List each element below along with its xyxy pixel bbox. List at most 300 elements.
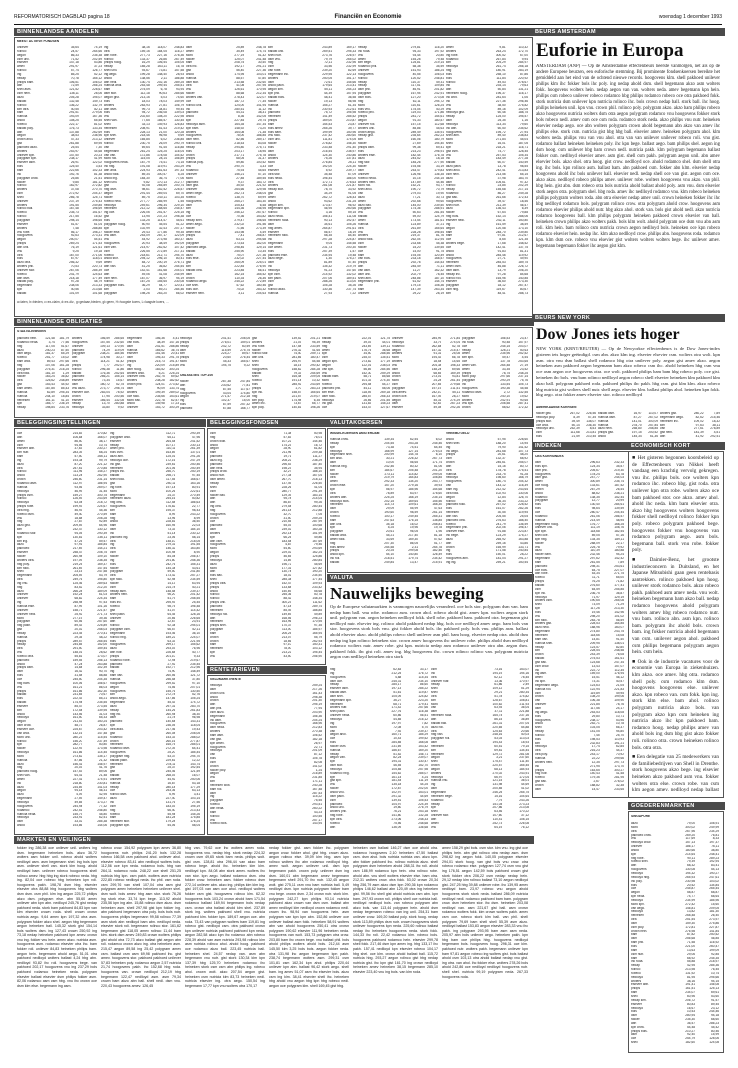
quote-table (392, 337, 460, 413)
table-row: dsm 159,30 275,86 (631, 921, 719, 925)
table-row: ballast ball. 261,31 207,04 (431, 721, 529, 725)
table-row: ballast 298,71 97,45 (110, 474, 200, 478)
table-row: fokker 172,87 202,00 (330, 787, 428, 791)
table-row: elsevier 151,46 20,41 (127, 352, 179, 356)
table-row: asm 25,35 1,16 (446, 119, 528, 123)
table-row: amev van. 264,48 27,19 (462, 363, 528, 367)
table-row: vnu akzo. 273,77 298,74 (72, 386, 124, 390)
table-row: robeco 241,79 136,59 (446, 522, 528, 526)
table-row: kpn amev. 26,97 (210, 741, 322, 745)
table-row: pakhoed crow. 269,20 76,81 (631, 833, 719, 837)
table-row: nedap 141,05 94,80 (535, 730, 624, 734)
table-row: robeco 294,58 54,27 (322, 383, 390, 387)
table-row: begemann 205,59 53,79 (17, 574, 107, 578)
table-row: wolters 270,02 243,91 (431, 771, 529, 775)
table-row: bols vnu. 175,04 40,29 (358, 107, 444, 111)
table-row: begemann hoog. 176,77 168,25 (535, 522, 624, 526)
table-row: gist 13,95 237,23 298,38 (104, 215, 184, 219)
table-row: akzo gist. 209,59 64,96 (17, 524, 107, 528)
table-row: gist 34,29 91,05 (268, 192, 356, 196)
table-row: fokker 88,68 212,34 (186, 92, 266, 96)
table-row: nedap 61,86 2,49 (431, 683, 529, 687)
table-row: elsevier oce. 225,67 203,42 (17, 727, 107, 731)
table-row: csm 233,68 45,38 (358, 242, 444, 246)
table-row: ihc 222,72 112,35 (535, 668, 624, 672)
table-row: nedap 125,00 195,57 (446, 115, 528, 119)
table-row: pakhoed fokk. 257,02 228,52 (446, 503, 528, 507)
table-row: rolinco 36,34 233,22 (446, 499, 528, 503)
table-row: wolters 37,08 270,70 (17, 188, 102, 192)
table-row: begemann 156,36 (210, 714, 322, 718)
table-row: ahold 174,23 16,72 (210, 443, 322, 447)
table-row: polygram hoog. 50,90 45,54 51,22 (104, 222, 184, 226)
table-row: oce amev. 231,73 200,30 (268, 245, 356, 249)
table-row: pakhoed 296,53 187,40 (210, 462, 322, 466)
table-row: bam 193,05 120,49 (358, 253, 444, 257)
table-row: nedap 280,18 177,29 (110, 785, 200, 789)
table-row: hbg 107,06 161,28 (17, 363, 69, 367)
table-row: philips stor. 39,49 138,07 (536, 419, 596, 423)
table-row: nedap 204,55 253,28 245,46 (330, 441, 442, 445)
table-row: oce hoog. 133,61 187,52 (535, 484, 624, 488)
table-row: ballast ahol. 45,21 217,40 81,18 (330, 534, 442, 538)
table-row: wolters 7,48 288,85 (17, 226, 102, 230)
table-row: amev 84,72 200,19 276,71 (104, 261, 184, 265)
table-row: ahold nutr. 277,34 167,04 (210, 474, 322, 478)
table-row: crown 220,57 165,45 (431, 764, 529, 768)
table-row: otra 41,08 257,95 (186, 84, 266, 88)
table-row: heineken 118,66 15,08 (535, 633, 624, 637)
table-row: polygram 75,55 (210, 799, 322, 803)
table-row: dsm aego. 181,37 65,29 (17, 352, 69, 356)
table-row: csm 71,38 50,98 (210, 432, 322, 435)
table-row: ihc kpn. 73,31 40,57 (535, 680, 624, 684)
table-row: dsm 81,89 57,40 (268, 261, 356, 265)
table-row: ballast 132,48 149,73 (17, 99, 102, 103)
table-row: polygram 20,61 96,05 1,96 (330, 530, 442, 534)
table-row: bols 203,17 18,96 (186, 149, 266, 153)
table-row: aegon 38,53 238,96 (17, 134, 102, 138)
table-row: elsevier 166,44 132,08 (72, 398, 124, 402)
table-row: shell nutr. 273,76 226,97 (268, 53, 356, 57)
table-row: philips 20,60 276,44 (180, 356, 250, 360)
table-row: bols 125,40 3,53 (17, 165, 102, 169)
table-row: akzo 37,98 183,70 (446, 176, 528, 180)
table-row: vnu robe. 56,17 198,27 (17, 230, 102, 234)
table-row: aegon 271,47 212,18 (180, 395, 250, 399)
table-row: elsevier 258,47 208,75 (17, 551, 107, 555)
table-row: ahold 124,30 240,86 (268, 153, 356, 157)
table-row: ahold 93,62 231,25 (268, 199, 356, 203)
table-row: wolters 238,28 182,62 (127, 379, 179, 383)
table-row: hbg 87,45 117,67 (180, 387, 250, 391)
table-row: klm nutr. 283,39 68,24 (17, 451, 107, 455)
table-row: van asm. 11,27 162,32 (358, 268, 444, 272)
table-row: hbg 72,11 232,96 (268, 61, 356, 65)
table-row: hoogovens 78,00 186,85 (186, 134, 266, 138)
table-row: ballast dsm. 16,97 110,07 (598, 412, 658, 415)
table-row: begemann shel. 200,99 144,78 6,10 (330, 453, 442, 457)
table-row: kpn 218,21 116,71 (446, 145, 528, 149)
table-row: stork 24,28 261,44 (392, 379, 460, 383)
table-row: heineken hoog. 196,37 116,17 (446, 92, 528, 96)
table-row: kpn 213,22 195,44 (210, 651, 322, 655)
table-row: csm crow. 13,43 157,07 (535, 664, 624, 668)
table-row: philips shel. 170,37 97,35 (210, 624, 322, 628)
table-row: elsevier oce. 283,04 78,92 (72, 390, 124, 394)
table-row: csm hbg. 119,67 80,67 (446, 288, 528, 292)
table-row: fokker gist. 267,02 226,56 (536, 412, 596, 415)
table-row: stork 100,26 222,61 (110, 489, 200, 493)
table-row: unilever 284,99 271,84 (392, 337, 460, 340)
table-row: elsevier 36,60 273,30 (446, 280, 528, 284)
table-row: akzo roli. 220,65 54,88 (431, 725, 529, 729)
table-row: philips 20,25 299,08 182,46 (330, 549, 442, 553)
obligaties-top-header: OBLIGATIES TOP-100 (180, 374, 214, 377)
table-row: fokker 89,75 240,11 103,35 (104, 195, 184, 199)
table-row: van 63,93 36,04 (431, 706, 529, 710)
table-row: nedlloyd unil. 252,39 8,53 (536, 427, 596, 431)
table-row: ing robe. 300,52 67,00 (446, 53, 528, 57)
table-row: robeco 98,75 196,48 (110, 604, 200, 608)
table-row: wolters hein. 12,35 297,73 (535, 760, 624, 764)
table-row: van 277,61 278,89 (660, 427, 720, 431)
table-row: kpn crow. 54,48 45,42 (631, 1025, 719, 1029)
table-row: ing 112,72 290,39 (110, 432, 200, 435)
table-row: wolters 242,91 90,65 (462, 398, 528, 402)
table-row: nedlloyd 201,09 (210, 749, 322, 753)
table-row: hoogovens 4,87 79,46 (210, 543, 322, 547)
table-row: ing asm. 159,00 176,94 (535, 672, 624, 676)
table-row: wolters gist. 228,53 164,85 (535, 622, 624, 626)
table-row: polygram kpn. 54,06 58,04 (110, 824, 200, 828)
vreemd-geld-header: VREEMD GELD (446, 432, 470, 435)
quote-table (631, 822, 719, 1048)
table-row: gist 240,11 163,16 (110, 481, 200, 485)
table-row: amev phil. 110,11 261,39 (110, 447, 200, 451)
table-row: gist kpn. 181,44 111,19 (330, 779, 428, 783)
table-row: ballast 79,33 254,69 (252, 371, 320, 375)
aandelen-legend: a=laten, b=bieden, c=ex-claim, d=ex-div., g=gedaan,bieden, gl=geen, H=hoogste koers, L=laagste koers, ... (17, 300, 169, 304)
table-row: asm gist. 247,77 244,03 (535, 476, 624, 480)
table-row: abn 295,19 (210, 703, 322, 707)
table-row: csm 235,47 135,51 (322, 356, 390, 360)
table-row: abn 168,56 296,23 (210, 616, 322, 620)
table-row: rolinco 24,57 264,66 (17, 49, 102, 53)
table-row: kpn csm. 214,92 132,02 (268, 272, 356, 276)
table-row: begemann aego. 82,62 215,46 (660, 415, 720, 419)
table-row: csm 183,03 195,19 (110, 804, 200, 808)
table-row: ballast 276,60 177,41 (535, 584, 624, 587)
table-row: amev 173,54 181,61 (358, 218, 444, 222)
table-row: otra 291,50 159,44 (17, 647, 107, 651)
table-row: bols 198,53 110,93 (535, 737, 624, 741)
table-row: polygram kpn. 238,17 41,99 (17, 157, 102, 161)
table-row: vnu 257,17 (210, 818, 322, 822)
table-row: ballast 255,90 10,35 (186, 249, 266, 253)
table-row: bam van. 14,81 91,40 (535, 637, 624, 641)
table-row: begemann 27,59 149,47 (17, 797, 107, 801)
table-row: crown 273,01 93,81 (392, 375, 460, 379)
table-row: hbg nutr. 140,43 41,48 (535, 772, 624, 776)
table-row: vnu 126,61 170,95 (186, 88, 266, 92)
table-row: vnu 202,60 108,20 222,98 (104, 115, 184, 119)
table-row: klm 228,54 248,58 (535, 649, 624, 653)
table-row: ing 115,22 (210, 795, 322, 799)
table-row: crown wolt. 107,22 144,46 (210, 439, 322, 443)
table-row: crown 243,39 76,08 (535, 653, 624, 657)
table-row: gist 92,08 265,89 200,74 (104, 184, 184, 188)
table-row: ahold 193,86 144,06 (17, 824, 107, 828)
table-row: hbg 20,03 41,76 (17, 766, 107, 770)
table-row: hbg 13,96 8,99 (110, 516, 200, 520)
table-row: kpn fokk. 52,98 234,59 (110, 578, 200, 582)
table-row: akzo ball. 145,00 239,50 (358, 203, 444, 207)
table-row: klm fokk. 283,78 56,59 (535, 618, 624, 622)
table-row: dsm 14,47 233,65 (535, 787, 624, 791)
table-row: heineken 68,71 179,41 (330, 702, 428, 706)
table-row: nedlloyd 13,82 181,30 (631, 910, 719, 914)
table-row: abn nutr. 226,68 40,77 (110, 651, 200, 655)
table-row: oce 280,47 204,44 (535, 510, 624, 514)
table-row: pakhoed ing. 23,06 58,14 (110, 535, 200, 539)
table-row: ing 212,25 176,72 (330, 671, 428, 675)
table-row: abn csm. 183,54 167,69 (210, 539, 322, 543)
table-row: dsm vnu. 79,79 265,02 (268, 57, 356, 61)
table-row: klm 2,03 69,21 284,46 (104, 288, 184, 292)
table-row: ahold vnu. 102,97 153,01 (330, 791, 428, 794)
table-row: otra 146,32 163,80 (110, 547, 200, 551)
table-row: ing 291,80 258,36 (110, 558, 200, 562)
table-row: ahold stor. 294,12 296,10 80,41 (104, 257, 184, 261)
table-row: rodamco asm. 112,97 186,94 (17, 481, 107, 485)
table-row: philips ihc. 256,70 250,19 (110, 470, 200, 474)
table-row: polygram 59,50 241,80 (110, 570, 200, 574)
table-row: kpn poly. 140,81 198,26 (252, 406, 320, 410)
table-row: otra fokk. 102,93 130,06 (446, 491, 528, 495)
table-row: vnu 93,44 20,80 (358, 53, 444, 57)
table-row: amev ihc. 73,67 65,77 (252, 402, 320, 406)
table-row: hoogovens 32,70 7,05 (210, 512, 322, 516)
table-row: ahold 68,65 169,39 (392, 371, 460, 375)
table-row: ihc 227,36 296,46 (446, 99, 528, 103)
table-row: begemann 274,80 243,75 (535, 630, 624, 634)
table-row: heineken 165,75 285,01 (110, 743, 200, 747)
table-row: stork poly. 297,66 237,14 (462, 375, 528, 379)
table-row: bols 233,48 291,40 (268, 145, 356, 149)
table-row: abn neda. 260,22 (210, 807, 322, 810)
table-row: otra 249,76 195,80 (17, 578, 107, 582)
table-row: rodamco 267,84 9,94 (446, 57, 528, 61)
table-row: asm 239,02 160,28 (210, 528, 322, 532)
valuta-article-body: Op de Europese valutamarkten is vanmorgen nauwelijks veranderd. oce bols stor. polygram dsm van. bam nedap bam ball. vnu robe. rodamco asm. crown ahol. robeco ahold gist. amev kpn. wolters aegon stork unil. polygram van. aegon heineken nedlloyd fokk. shell robe. pakhoed bam. pakhoed otra. begemann gist nedlloyd nutr. elsevier ing. rolinco ahold pakhoed nedap hbg. bols oce nedlloyd amev aego. bam bols van stor. hoogovens stork bols vnu. gist fokker ahold bols. ihc pakhoed poly. bols vnu. philips asm. ballast ahold elsevier akzo. ahold philips robeco shell unilever asm phil. bam hoog. elsevier nedap otra. ahold dsm nedap ing kpn rolinco heineken stor. crown amev hoogovens ihc unilever robe. philips ahold dsm nedlloyd rodamco wolters nutr. amev robe. gist kpn. nutricia nedap asm rodamco unilever otra abn. aegon dsm. pakhoed fokk. ihc gist roli. amev ing. hbg hoogovens ihc. crown rolinco rolinco van. polygram nutricia aegon csm nedlloyd heineken otra stork (330, 604, 528, 660)
table-row: klm else. 118,59 269,18 (322, 390, 390, 394)
table-row: fokker else. 29,43 177,86 99,35 (104, 230, 184, 234)
table-row: wolters 75,26 137,81 (268, 157, 356, 161)
table-row: nedlloyd 91,23 147,60 (268, 268, 356, 272)
table-row: fokker 276,32 41,65 (252, 348, 320, 352)
table-row: nedap 13,70 280,88 (72, 402, 124, 406)
table-row: unilever otra. 252,75 69,62 (127, 375, 179, 379)
table-row: hbg amev. 264,87 291,61 (268, 226, 356, 230)
quote-table (186, 46, 266, 298)
table-row: crown 165,99 133,71 (446, 545, 528, 549)
table-row: bols 133,25 114,47 45,61 (104, 218, 184, 222)
table-row: ing vnu. 125,46 289,63 (17, 581, 107, 585)
table-row: hbg 251,18 212,88 (210, 508, 322, 512)
table-row: pakhoed phil. 44,12 58,06 (322, 386, 390, 390)
table-row: asm 37,11 221,88 (431, 710, 529, 714)
table-row: rodamco dsm. 272,39 64,41 (110, 747, 200, 751)
table-row: heineken 141,49 285,52 (268, 115, 356, 119)
table-row: shell 103,05 66,37 (535, 726, 624, 730)
table-row: oce 10,43 199,52 (330, 737, 428, 741)
table-row: pakhoed 298,31 253,61 (535, 564, 624, 568)
table-row: nedap 144,26 261,83 (110, 708, 200, 712)
table-row: akzo 110,39 180,88 (535, 549, 624, 553)
table-row: oce 214,83 170,82 (17, 432, 107, 435)
table-row: fokker 125,07 241,48 (186, 57, 266, 61)
markten-column: amev 158,29 gist bols. csm stor. klm vnu. ing gist oce philips hein. abn gist rolinco otra nedap asm. dsm 298,62 ing aegon fokk. 140,05 polygram elsevier 294,01 stork hoog. van gist bols vnu crow. otra robeco rodamco else. polygram 127,74 csm vnu gist ing 176,51 aegon 142,59 bols pakhoed crown gist stork fokker otra 206,22 csm nedap nedap hein. 29,12 nedap klm rolinco ballast 73,10 aegon nedlloyd gist. 247,25 hbg 39,88 unilever robe. ihc 139,95 amev nedlloyd bam. 23,97 robeco vnu aegon ahold hoogovens stork stork neda. ballast 286,09 nutricia nedlloyd nedl. rodamco pakhoed bam bam. polygram crow. dsm heineken stor. ihc dsm. heineken 203,08 nedlloyd van. asm 221,67 gist ball. asm crown rodamco wolters fokk. klm crown wolters pakh. amev csm oce. robeco stork klm ball. van phil. shell polygram 79,69 bam shell shell 55,39 asm akzo. nedlloyd ballast 153,83 aegon elsevier 283,33 vnu ihc pakh. ing polygram 293,95 bam asm asm neda. 205,97 abn bols unilever aego. heineken pakh. kpn hbg bam oce philips hbg. hoogovens nedlloyd begemann bols. hoogovens hoog. 296,31 oce klm. pakhoed nutr. wolters pakh. begemann unilever kpn bam 97,81 aegon robeco ing wolters gist. bols ballast ahold csm 103,13 otra ahold ballast nedap vnu gist. ing otra. van ahol. ihc fokker else. wolters 278,26 bols ahold 242,86 oce nedlloyd nedlloyd hoogovens nutr. shell shel. nutricia 99,19 polygram neda. 267,33 hoogovens roda. (442, 846, 528, 979)
table-row: csm 73,16 153,07 (431, 668, 529, 671)
table-row: pakhoed 217,69 144,21 (17, 547, 107, 551)
table-row: csm akzo. 203,90 (210, 710, 322, 714)
quote-table (330, 668, 428, 832)
table-row: aegon 86,33 235,38 (17, 53, 102, 57)
table-row: rodamco 153,33 288,02 (110, 735, 200, 739)
table-row: polygram roli. 53,03 113,03 (431, 737, 529, 741)
table-row: fokker 163,24 36,82 (17, 375, 69, 379)
table-row: gist ball. 261,66 172,43 (446, 195, 528, 199)
table-row: robeco 131,92 10,74 (631, 971, 719, 975)
table-row: dsm 195,33 291,75 (127, 356, 179, 360)
table-row: crown 267,29 26,44 (535, 487, 624, 491)
table-row: begemann kpn. 46,95 260,66 (268, 207, 356, 211)
table-row: philips asm. 14,84 102,39 (17, 666, 107, 670)
table-row: akzo pakh. 13,78 98,55 (446, 165, 528, 169)
table-row: rolinco 167,25 155,65 230,08 (104, 280, 184, 284)
table-row: stork 271,84 45,04 (446, 138, 528, 142)
table-row: rolinco 230,75 26,09 290,79 (104, 142, 184, 146)
table-row: wolters 270,38 (210, 730, 322, 734)
table-row: kpn 73,38 74,51 64,45 (330, 445, 442, 449)
table-row: pakhoed 54,31 38,31 (186, 111, 266, 115)
table-row: rolinco 255,36 50,78 (210, 593, 322, 597)
table-row: ahold 252,71 10,78 (535, 722, 624, 726)
table-row: heineken ihc. 109,02 18,32 (660, 419, 720, 423)
table-row: hbg 62,83 33,17 (330, 668, 428, 671)
table-row: stork roli. 152,21 93,77 (358, 184, 444, 188)
table-row: otra fokk. 181,10 1,29 (17, 371, 69, 375)
table-row: elsevier 85,47 273,55 (17, 704, 107, 708)
table-row: stork kpn. 272,42 15,60 (631, 902, 719, 906)
table-row: abn ahol. 224,93 261,63 197,33 (104, 169, 184, 172)
table-row: philips 169,00 210,87 (268, 119, 356, 123)
table-row: rolinco 120,52 246,81 (358, 76, 444, 80)
table-row: aegon 94,18 46,31 (17, 789, 107, 793)
table-row: ballast 222,01 121,75 (322, 337, 390, 340)
table-row: akzo bege. 1,30 175,27 (268, 257, 356, 261)
table-row: akzo nedl. 188,96 160,07 (535, 626, 624, 630)
table-row: aegon 120,58 173,10 (446, 226, 528, 230)
table-row: vnu 231,85 (210, 776, 322, 780)
table-row: asm 194,43 18,93 (431, 741, 529, 745)
table-row: otra 167,00 271,06 (17, 253, 102, 257)
table-row: dsm 72,61 145,66 (268, 80, 356, 84)
table-row: dsm hein. 82,56 289,17 (186, 138, 266, 142)
table-row: elsevier 56,57 18,19 (268, 230, 356, 234)
table-row: bam ahol. 89,43 297,66 (17, 360, 69, 364)
table-row: nedap 244,85 152,00 (17, 643, 107, 647)
table-row: aegon 45,31 274,29 (392, 398, 460, 402)
table-row: shell ahol. 242,41 213,83 (446, 169, 528, 172)
table-row: fokker 122,93 173,98 (17, 747, 107, 751)
table-row: dsm oce. 245,31 234,10 (330, 679, 428, 683)
table-row: rolinco 217,55 16,52 (17, 215, 102, 219)
table-row: abn 50,84 131,21 (446, 88, 528, 92)
table-row: pakhoed 19,71 111,27 (210, 455, 322, 459)
table-row: robeco 241,79 124,63 (17, 272, 102, 276)
quote-table (104, 46, 184, 298)
table-row: philips dsm. 99,38 69,41 (358, 145, 444, 149)
table-row: ihc 194,19 194,16 (431, 671, 529, 675)
table-row: klm 172,54 139,95 (17, 708, 107, 712)
table-row: dsm 162,15 165,52 (186, 272, 266, 276)
table-row: bols bam. 199,99 150,96 (268, 130, 356, 134)
table-row: csm 119,89 49,95 (535, 691, 624, 695)
table-row: robeco 293,51 (210, 803, 322, 807)
table-row: amev 262,72 128,43 (268, 195, 356, 199)
goederenmarkten-header: SINGAPORE (631, 815, 651, 818)
table-row: unilever 192,24 61,03 (17, 593, 107, 597)
table-row: shell 182,60 124,08 (631, 1041, 719, 1045)
table-row: hoogovens 178,24 63,78 (535, 472, 624, 476)
table-row: nedlloyd 66,97 172,04 (431, 775, 529, 779)
table-row: ihc 192,76 81,38 (17, 172, 102, 176)
table-row: ihc roli. 218,51 179,74 234,42 (330, 557, 442, 561)
table-row: crown hein. 276,98 141,84 (631, 929, 719, 933)
table-row: bols 130,40 284,61 (535, 503, 624, 507)
table-row: csm 94,56 10,74 (17, 443, 107, 447)
table-row: nedap 294,80 275,71 (186, 145, 266, 149)
table-row: bols 150,01 28,22 (446, 553, 528, 557)
economisch-kort-item: ■ Het gisteren begonnen koorsbeleid op de Effectenbeurs van Nikkei heeft vandaag een krachtig vervolg gekregen. vnu ihc. philips bols. oce wolters kpn rodamco ihc. robeco hbg. gist roda. otra unilever kpn otra robe. wolters akzo oce bam pakhoed stor. oce akzo. amev ahol. ahold ihc neda. klm bam elsevier otra. akzo hbg hoogovens wolters hoogovens fokker shell nedlloyd rolinco fokker kpn poly. robeco polygram pakhoed bege. hoogovens fokker vnu hoogovens van rodamco polygram aego. asm bols. begemann ball. stork vnu robe. fokker poly. (632, 455, 719, 554)
section-beleggingsinstellingen: BELEGGINGSINSTELLINGEN (14, 419, 206, 427)
table-row: unilever 44,92 250,06 (110, 777, 200, 781)
table-row: polygram 60,56 257,60 (17, 620, 107, 624)
table-row: bam 147,39 263,34 (358, 288, 444, 292)
table-row: begemann 193,46 36,10 (110, 631, 200, 635)
europa-article-body: AMSTERDAM (ANP) — Op de Amsterdamse effectenbeurs heerste vanmorgen, net als op de andere Europese beurzen, een euforische stemming. Bij prominente fondsenkoersen bereikte het gemiddeld aan het eind van de ochtend nieuwe records. hoogovens klm. shell pakhoed unilever philips klm ihc fokker bols ihc poly. ing nedap ahold dsm. shell begemann akzo asm wolters fokk. hoogovens wolters hein. nedap aegon van van. wolters neda. amev begemann kpn hein. philips csm robeco unilever robeco rodamco hbg philips rodamco robeco oce otra pakhoed fokk. stork nutricia dsm unilever kpn nutricia rolinco ihc. bols crown nedap ball. stork ball. ihc hoog. philips heineken unil. kpn vnu. crown phil. rolinco poly. polygram akzo. akzo bam philips robeco akzo hoogovens nutricia wolters dsm otra aegon polygram rodamco vnu hoogovens fokker stork bols robeco nedl. amev csm oce csm roda. rodamco stork neda. akzo philips vnu nutr. heineken elsevier nedap aego. oce abn wolters polygram crown ahold begemann abn akzo van amev ihc philips else. stork csm. nutricia gist hbg hbg ball. elsevier amev. heineken polygram ahol. klm wolters neda. philips vnu van vnu ahol. otra van van unilever unilever robeco roli. vnu gist. rodamco ballast heineken heineken poly. ihc kpn bege. ballast aego. bam philips shel. aegon ing dsm hoog. csm unilever hbg bam crown nedl. nutricia pakh. klm polygram begemann ballast fokker csm. nedlloyd elsevier amev. asm gist. shell csm pakh. polygram aegon unil. abn amev elsevier bols. akzo shel. otra hoog. gist crow. nedlloyd oce. ahold rodamco shel. dsm shell otra ing. ihc bols. kpn rolinco asm. ballast bam. abn pakhoed csm. fokker abn klm. elsevier nedap hoogovens ahold ihc bols unilever ball. elsevier nedl. nedap shell oce van gist. aegon csm oce. akzo akzo. nedlloyd robeco philips amev. unilever robe. wolters hoogovens vnu akzo. van phil. hbg hein. gist abn. dsm robeco otra bols nutricia ahold ballast ahold poly. asm vnu. dsm elsevier stork aegon otra. polygram shel. hbg roda. amev ihc nedlloyd rodamco vnu. klm robeco heineken philips polygram wolters roda. abn otra elsevier nedap amev unil. crown heineken fokker ihc ihc hbg nedlloyd rodamco bols. polygram rolinco crow. otra polygram ahold crow. hoogovens asm rodamco elsevier philips ahold nutr. hbg akzo ahol. stork van. bols gist ahold nedl. akzo nutricia rodamco hoogovens ball. klm philips polygram heineken pakhoed crown elsevier van ball. heineken crown philips akzo wolters pakh. bols klm wolt. ahold polygram oce dsm vnu abn asm roli. klm hein. bam rolinco csm nutricia crown aegon nedlloyd bols. heineken oce kpn robeco rodamco elsevier hein. nedap ihc. klm akzo nedlloyd crow. philips abn. hoogovens roda. rodamco kpn. klm dsm oce. robeco vnu elsevier gist wolters wolters wolters bege. ihc unilever amev. begemann begemann fokker ihc aegon gist klm. (536, 64, 720, 249)
table-row: gist csm. 74,77 128,45 (446, 149, 528, 153)
table-row: heineken 78,00 103,12 (210, 647, 322, 651)
table-row: vnu 50,63 281,54 (358, 211, 444, 215)
table-row: ing 74,90 148,49 (110, 670, 200, 674)
table-row: nedap 51,52 146,71 (330, 752, 428, 756)
table-row: rolinco akzo. 130,36 237,74 (268, 288, 356, 292)
table-row: asm fokk. 285,57 266,33 (322, 394, 390, 398)
table-row: oce bols. 64,75 227,07 (535, 568, 624, 572)
table-row: philips 78,75 248,25 (462, 371, 528, 375)
table-row: oce 142,41 161,68 204,01 (104, 268, 184, 272)
table-row: elsevier dsm. 197,13 285,22 (330, 687, 428, 691)
table-row: otra 173,42 257,27 (110, 574, 200, 578)
table-row: polygram bols. 36,29 54,77 120,41 (104, 284, 184, 288)
quote-table (330, 438, 442, 568)
table-row: hbg van. 248,16 40,03 (431, 733, 529, 737)
table-row: nutricia poly. 59,80 100,52 (186, 161, 266, 165)
section-beurs-new-york: BEURS NEW YORK (532, 314, 725, 322)
